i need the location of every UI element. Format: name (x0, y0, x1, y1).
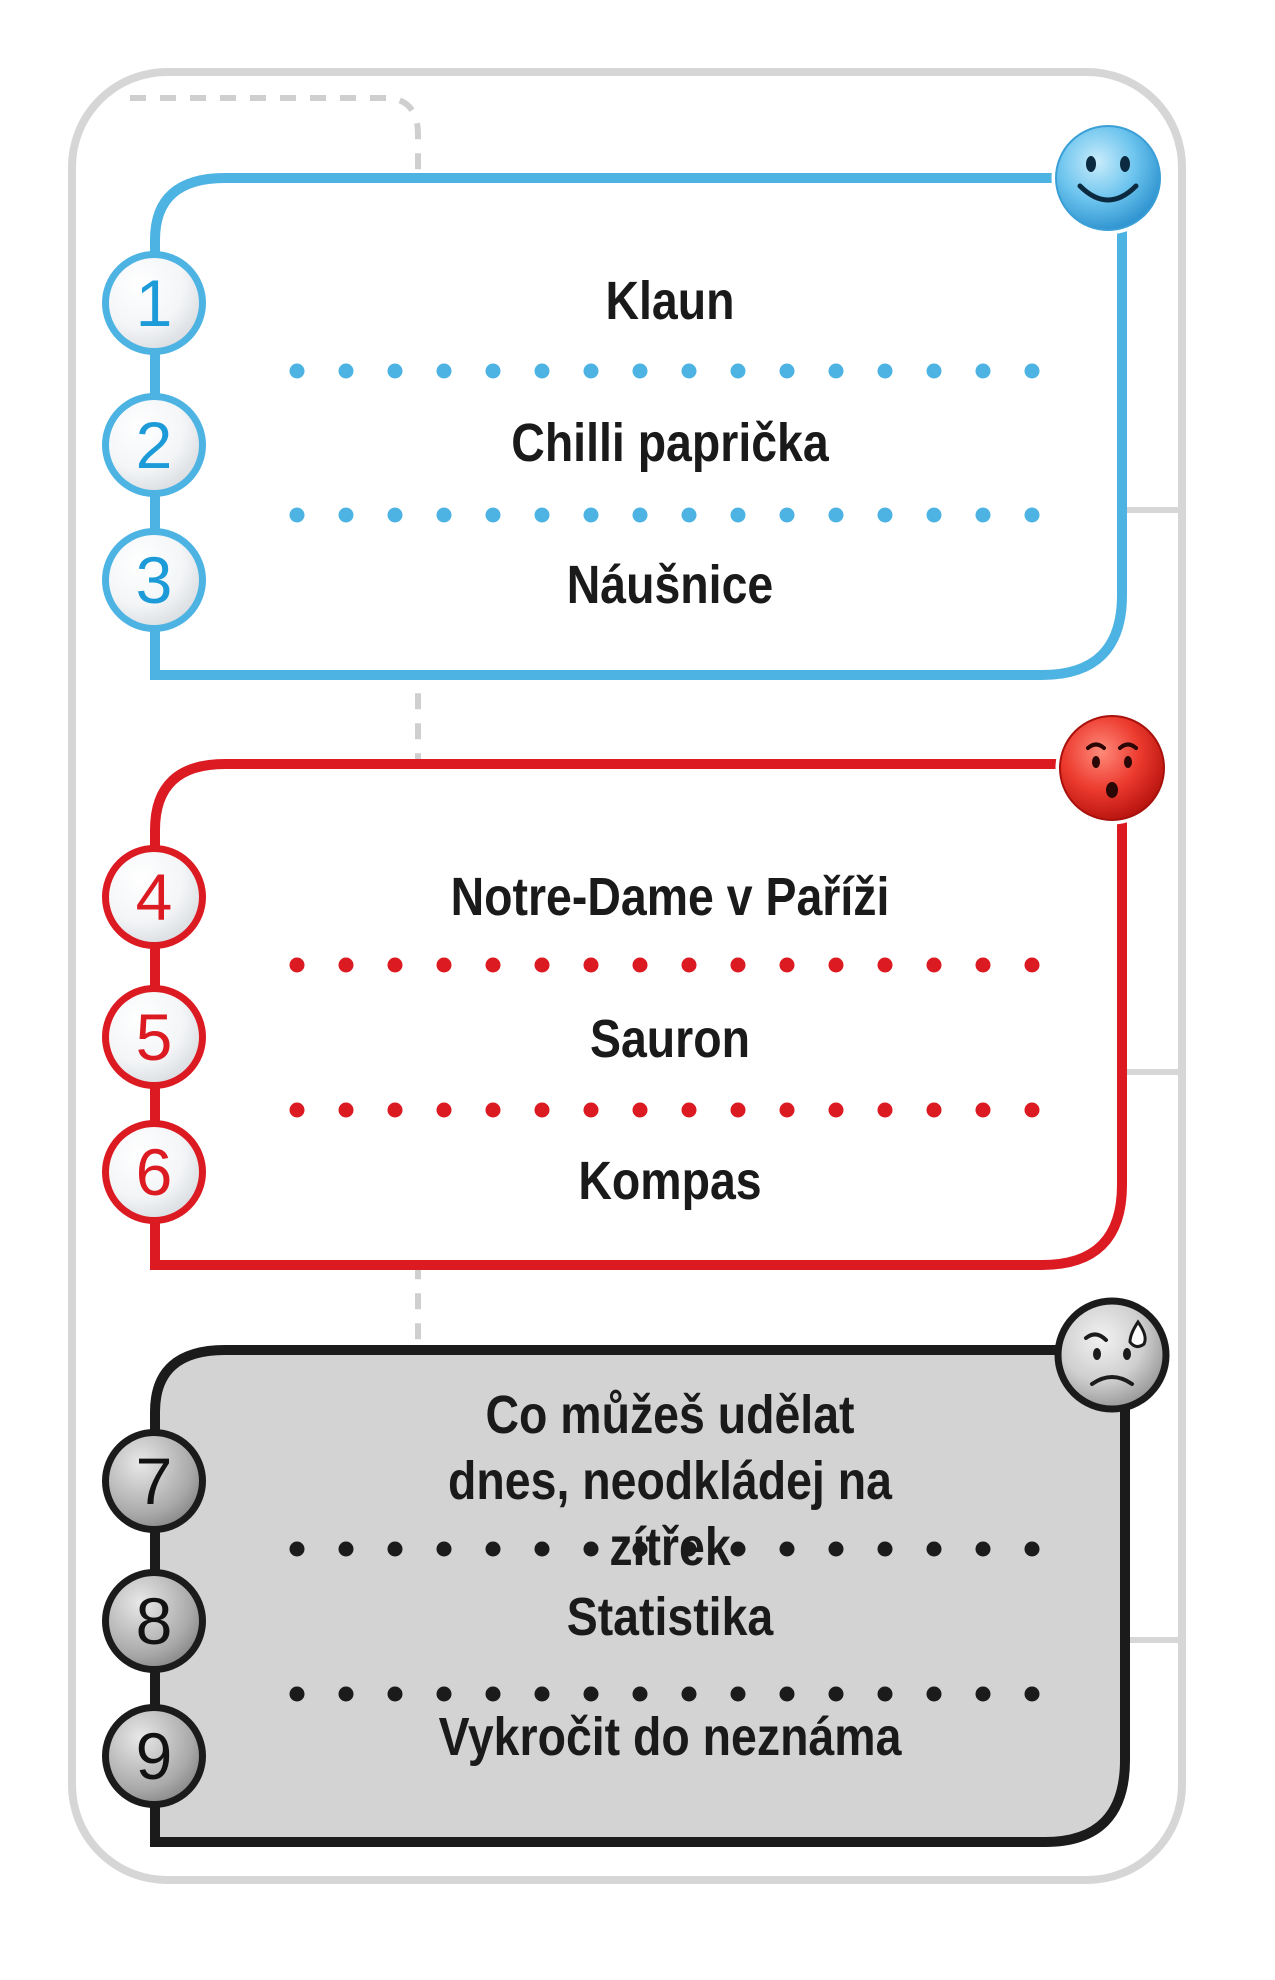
badge-number: 8 (135, 1584, 173, 1658)
separator-dot (437, 1687, 452, 1702)
separator-dot (927, 958, 942, 973)
separator-dot (633, 508, 648, 523)
number-badge-6 (102, 1120, 206, 1224)
separator-dot (1025, 1103, 1040, 1118)
separator-dot (584, 364, 599, 379)
separator-dot (339, 508, 354, 523)
separator-dot (290, 1687, 305, 1702)
separator-dot (1025, 958, 1040, 973)
separator-dot (976, 1103, 991, 1118)
separator-dot (1025, 1687, 1040, 1702)
word-8: Statistika (566, 1587, 774, 1647)
separator-dot (780, 1687, 795, 1702)
separator-dot (976, 1542, 991, 1557)
separator-dot (388, 364, 403, 379)
separator-dot (290, 1103, 305, 1118)
separator-dot (731, 1103, 746, 1118)
separator-dot (878, 1103, 893, 1118)
worried-face-icon (1058, 714, 1166, 822)
separator-dot (486, 1103, 501, 1118)
separator-dot (584, 958, 599, 973)
separator-dot (682, 364, 697, 379)
separator-dot (339, 364, 354, 379)
badge-number: 1 (135, 266, 173, 340)
separator-dot (1025, 364, 1040, 379)
badge-number: 7 (135, 1444, 173, 1518)
badge-number: 4 (135, 860, 173, 934)
separator-dot (388, 958, 403, 973)
separator-dot (878, 364, 893, 379)
smiley-face-icon (1054, 124, 1162, 232)
separator-dot (584, 1103, 599, 1118)
separator-dot (780, 958, 795, 973)
number-badge-1 (102, 251, 206, 355)
separator-dot (535, 508, 550, 523)
word-9: Vykročit do neznáma (438, 1707, 902, 1767)
separator-dot (780, 1103, 795, 1118)
separator-dot (878, 508, 893, 523)
separator-dot (584, 1687, 599, 1702)
separator-dot (584, 508, 599, 523)
separator-dot (290, 364, 305, 379)
number-badge-4 (102, 845, 206, 949)
badge-number: 6 (135, 1135, 173, 1209)
separator-dot (927, 1687, 942, 1702)
separator-dot (1025, 508, 1040, 523)
number-badge-2 (102, 393, 206, 497)
separator-dot (633, 958, 648, 973)
separator-dot (437, 958, 452, 973)
number-badge-5 (102, 985, 206, 1089)
separator-dot (682, 1687, 697, 1702)
separator-dot (976, 1687, 991, 1702)
word-5: Sauron (590, 1009, 750, 1069)
word-7: Co můžeš udělat dnes, neodkládej na zítřek (448, 1385, 892, 1577)
separator-dot (290, 1542, 305, 1557)
separator-dot (437, 508, 452, 523)
separator-dot (731, 364, 746, 379)
separator-dot (339, 1103, 354, 1118)
separator-dot (388, 1687, 403, 1702)
separator-dot (437, 1103, 452, 1118)
word-3: Náušnice (566, 555, 774, 615)
separator-dot (437, 364, 452, 379)
number-badge-3 (102, 528, 206, 632)
word-4: Notre-Dame v Paříži (450, 867, 890, 927)
separator-dot (927, 364, 942, 379)
separator-dot (486, 508, 501, 523)
separator-dot (339, 1542, 354, 1557)
separator-dot (927, 508, 942, 523)
separator-dot (535, 364, 550, 379)
word-6: Kompas (578, 1151, 762, 1211)
separator-dot (633, 364, 648, 379)
separator-dot (388, 508, 403, 523)
separator-dot (976, 364, 991, 379)
number-badge-7 (102, 1429, 206, 1533)
separator-dot (535, 958, 550, 973)
separator-dot (927, 1542, 942, 1557)
word-1: Klaun (605, 271, 735, 331)
separator-dot (731, 508, 746, 523)
separator-dot (486, 958, 501, 973)
separator-dot (829, 1687, 844, 1702)
separator-dot (339, 1687, 354, 1702)
separator-dot (682, 508, 697, 523)
separator-dot (535, 1687, 550, 1702)
badge-number: 2 (135, 408, 173, 482)
separator-dot (388, 1103, 403, 1118)
separator-dot (1025, 1542, 1040, 1557)
separator-dot (976, 958, 991, 973)
word-2: Chilli paprička (511, 413, 829, 473)
sweating-face-icon (1058, 1301, 1166, 1409)
separator-dot (486, 364, 501, 379)
separator-dot (290, 508, 305, 523)
separator-dot (339, 958, 354, 973)
separator-dot (731, 1687, 746, 1702)
separator-dot (486, 1687, 501, 1702)
number-badge-8 (102, 1569, 206, 1673)
separator-dot (633, 1687, 648, 1702)
badge-number: 9 (135, 1719, 173, 1793)
separator-dot (878, 958, 893, 973)
separator-dot (976, 508, 991, 523)
separator-dot (780, 364, 795, 379)
separator-dot (682, 1103, 697, 1118)
separator-dot (829, 1103, 844, 1118)
badge-number: 3 (135, 543, 173, 617)
separator-dot (731, 958, 746, 973)
separator-dot (829, 508, 844, 523)
badge-number: 5 (135, 1000, 173, 1074)
separator-dot (878, 1687, 893, 1702)
separator-dot (633, 1103, 648, 1118)
separator-dot (290, 958, 305, 973)
separator-dot (829, 364, 844, 379)
separator-dot (388, 1542, 403, 1557)
separator-dot (927, 1103, 942, 1118)
separator-dot (829, 958, 844, 973)
number-badge-9 (102, 1704, 206, 1808)
separator-dot (535, 1103, 550, 1118)
separator-dot (682, 958, 697, 973)
separator-dot (780, 508, 795, 523)
